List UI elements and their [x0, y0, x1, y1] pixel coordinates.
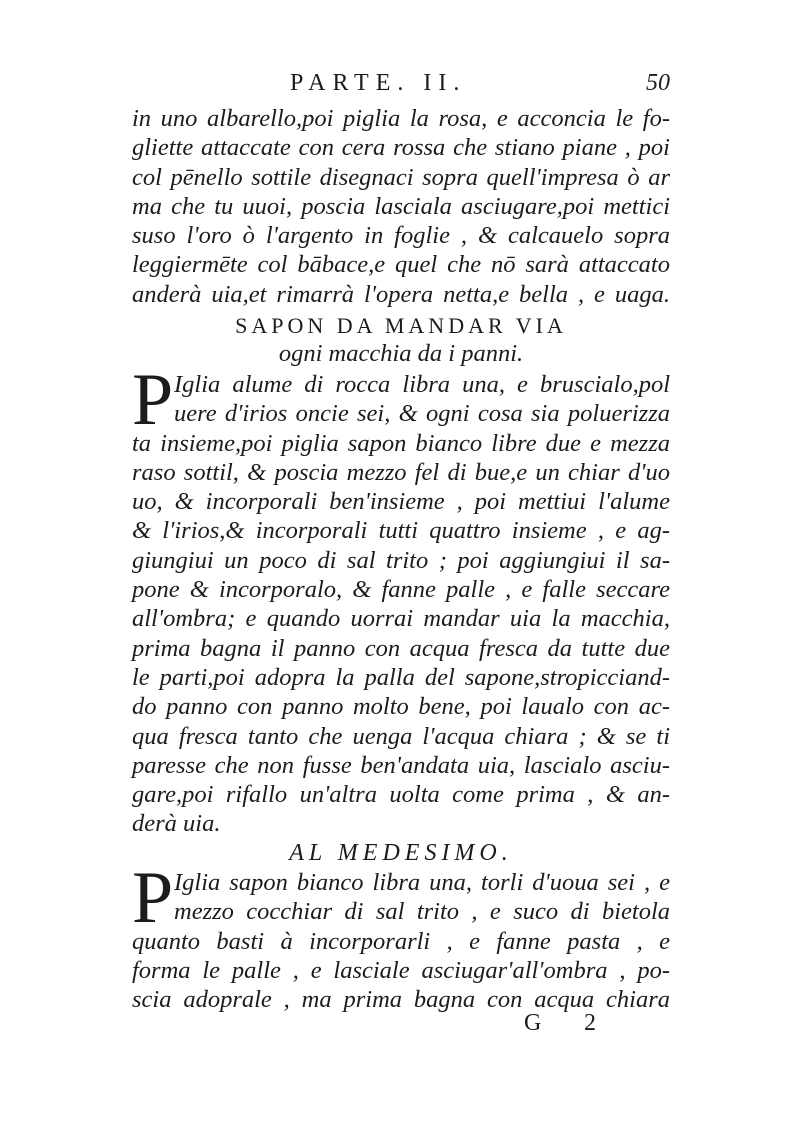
- page-number: 50: [646, 70, 670, 96]
- signature-number: 2: [584, 1010, 596, 1036]
- text-line: qua fresca tanto che uenga l'acqua chiara ; & se ti: [132, 722, 670, 750]
- text-line: & l'irios,& incorporali tutti quattro insieme , e ag-: [132, 517, 670, 545]
- intro-paragraph: [132, 104, 670, 309]
- text-line: pone & incorporalo, & fanne palle , e falle seccare: [132, 576, 670, 604]
- signature-mark: [520, 1010, 670, 1040]
- recipe-paragraph: [132, 359, 670, 839]
- text-line: le parti,poi adopra la palla del sapone,stropicciand-: [132, 663, 670, 691]
- section-title: SAPON DA MANDAR VIA: [235, 313, 567, 338]
- text-line: giungiui un poco di sal trito ; poi aggiungiui il sa-: [132, 546, 670, 574]
- text-line: gliette attaccate con cera rossa che stiano piane , poi: [132, 134, 670, 162]
- text-line: scia adoprale , ma prima bagna con acqua chiara: [132, 986, 670, 1014]
- text-line: forma le palle , e lasciale asciugar'all'ombra , po-: [132, 956, 670, 984]
- drop-cap: P: [132, 359, 174, 441]
- text-line: mezzo cocchiar di sal trito , e suco di bietola: [174, 898, 670, 926]
- text-line: derà uia.: [132, 810, 221, 838]
- text-line: quanto basti à incorporarli , e fanne pasta , e: [132, 927, 670, 955]
- text-line: col pēnello sottile disegnaci sopra quell'impresa ò ar: [132, 163, 670, 191]
- section-subtitle: ogni macchia da i panni.: [278, 340, 524, 367]
- running-head: PARTE. II.: [290, 70, 467, 96]
- recipe-paragraph: [132, 857, 670, 1014]
- text-line: in uno albarello,poi piglia la rosa, e acconcia le fo-: [132, 105, 670, 132]
- section-title: AL MEDESIMO.: [289, 840, 513, 866]
- text-line: suso l'oro ò l'argento in foglie , & calcauelo sopra: [132, 222, 670, 250]
- text-line: prima bagna il panno con acqua fresca da tutte due: [132, 634, 670, 662]
- text-line: ma che tu uuoi, poscia lasciala asciugare,poi mettici: [132, 192, 670, 220]
- text-line: do panno con panno molto bene, poi laualo con ac-: [132, 693, 670, 721]
- text-line: gare,poi rifallo un'altra uolta come prima , & an-: [132, 781, 670, 809]
- text-line: anderà uia,et rimarrà l'opera netta,e bella , e uaga.: [132, 280, 670, 308]
- text-line: Iglia sapon bianco libra una, torli d'uoua sei , e: [174, 869, 670, 896]
- drop-cap: P: [132, 857, 174, 939]
- text-line: all'ombra; e quando uorrai mandar uia la macchia,: [132, 605, 670, 633]
- text-line: paresse che non fusse ben'andata uia, lascialo asciu-: [132, 751, 670, 779]
- signature-letter: G: [524, 1010, 542, 1036]
- text-line: leggiermēte col bābace,e quel che nō sarà attaccato: [132, 251, 670, 279]
- text-line: raso sottil, & poscia mezzo fel di bue,e un chiar d'uo: [132, 458, 670, 486]
- text-line: uere d'irios oncie sei, & ogni cosa sia poluerizza: [174, 400, 670, 428]
- text-line: ta insieme,poi piglia sapon bianco libre due e mezza: [132, 429, 670, 457]
- text-line: uo, & incorporali ben'insieme , poi mettiui l'alume: [132, 488, 670, 516]
- page-header: [130, 70, 670, 100]
- text-line: Iglia alume di rocca libra una, e bruscialo,pol: [174, 371, 670, 398]
